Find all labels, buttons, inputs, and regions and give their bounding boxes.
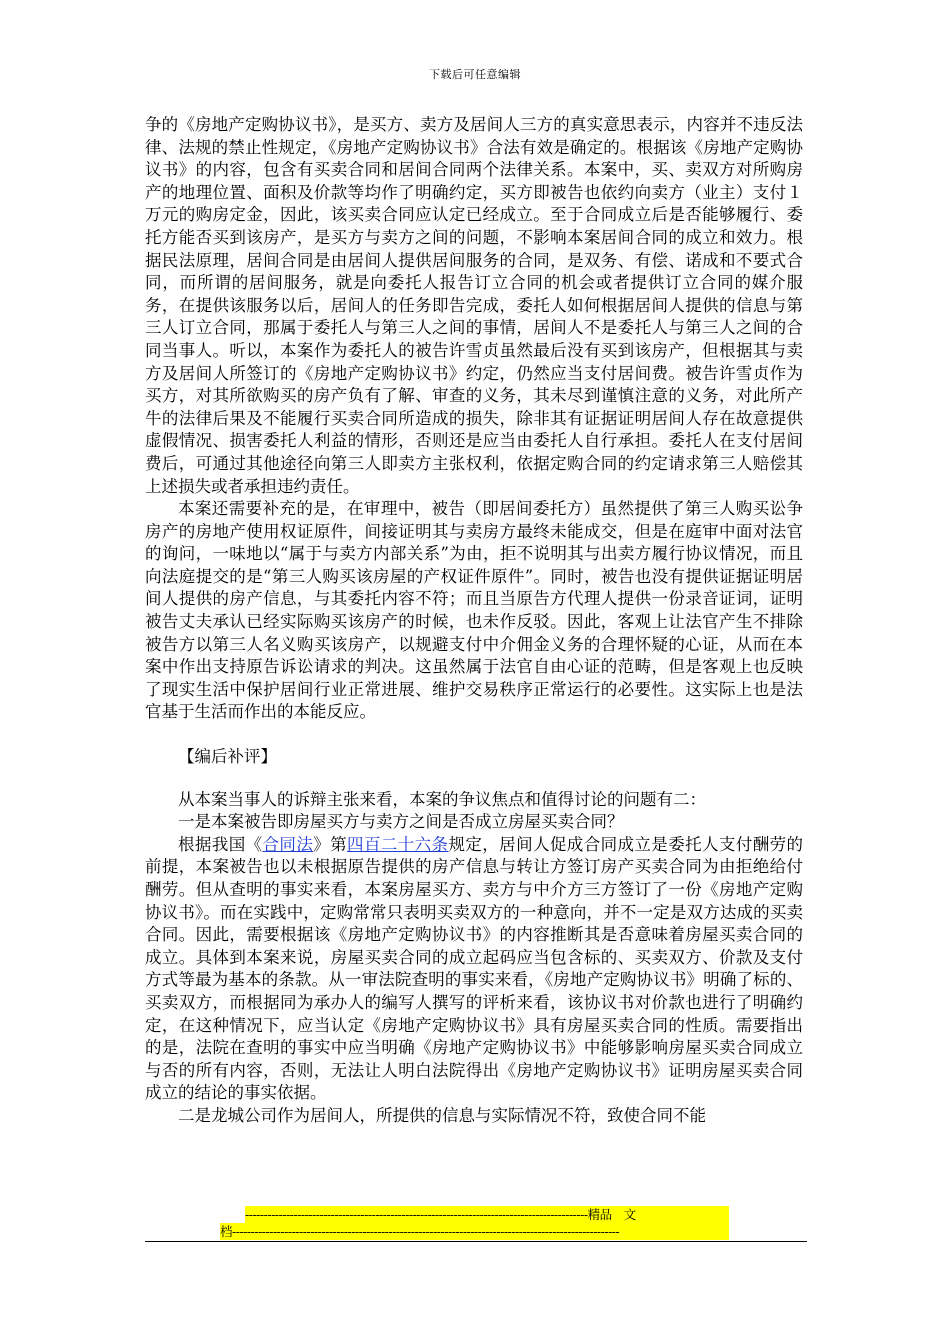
paragraph-6: 二是龙城公司作为居间人，所提供的信息与实际情况不符，致使合同不能 [178,1105,706,1125]
page-header: 下载后可任意编辑 [429,68,521,81]
paragraph-5-text-a: 根据我国《 [178,834,263,854]
paragraph-5-text-b: 》第 [313,834,348,854]
paragraph-4: 一是本案被告即房屋买方与卖方之间是否成立房屋买卖合同？ [178,812,624,832]
paragraph-3: 从本案当事人的诉辩主张来看，本案的争议焦点和值得讨论的问题有二： [178,789,706,809]
paragraph-5-text-c: 规定，居间人促成合同成立是委托人支付酬劳的前提，本案被告也以未根据原告提供的房产信息与转让方签订房产买卖合同为由拒绝给付酬劳。但从查明的事实来看，本案房屋买方、卖方与中介方三方签订了一份《房地产定购协议书》。而在实践中，定购常常只表明买卖双方的一种意向，并不一定是双方达成的买卖合同。因此，需要根据该《房地产定购协议书》的内容推断其是否意味着房屋买卖合同的成立。具体到本案来说，房屋买卖合同的成立起码应当包含标的、买卖双方、价款及支付方式等最为基本的条款。从一审法院查明的事实来看，《房地产定购协议书》明确了标的、买卖双方，而根据同为承办人的编写人撰写的评析来看，该协议书对价款也进行了明确约定，在这种情况下，应当认定《房地产定购协议书》具有房屋买卖合同的性质。需要指出的是，法院在查明的事实中应当明确《房地产定购协议书》中能够影响房屋买卖合同成立与否的所有内容，否则，无法让人明白法院得出《房地产定购协议书》证明房屋买卖合同成立的结论的事实依据。 [145,834,804,1103]
footer-divider [145,1241,807,1242]
contract-law-link[interactable]: 合同法 [262,834,314,854]
section-title: 【编后补评】 [178,747,277,767]
footer-watermark-line-2: 档-------------------------------------------------------------------------------------------------------- [220,1223,729,1240]
paragraph-5 [145,834,803,1105]
paragraph-1: 争的《房地产定购协议书》，是买方、卖方及居间人三方的真实意思表示，内容并不违反法律、法规的禁止性规定，《房地产定购协议书》合法有效是确定的。根据该《房地产定购协议书》的内容，包含有买卖合同和居间合同两个法律关系。本案中，买、卖双方对所购房产的地理位置、面积及价款等均作了明确约定，买方即被告也依约向卖方（业主）支付１万元的购房定金，因此，该买卖合同应认定已经成立。至于合同成立后是否能够履行、委托方能否买到该房产，是买方与卖方之间的问题，不影响本案居间合同的成立和效力。根据民法原理，居间合同是由居间人提供居间服务的合同，是双务、有偿、诺成和不要式合同，而所谓的居间服务，就是向委托人报告订立合同的机会或者提供订立合同的媒介服务，在提供该服务以后，居间人的任务即告完成，委托人如何根据居间人提供的信息与第三人订立合同，那属于委托人与第三人之间的事情，居间人不是委托人与第三人之间的合同当事人。听以，本案作为委托人的被告许雪贞虽然最后没有买到该房产，但根据其与卖方及居间人所签订的《房地产定购协议书》约定，仍然应当支付居间费。被告许雪贞作为买方，对其所欲购买的房产负有了解、审查的义务，其未尽到谨慎注意的义务，对此所产牛的法律后果及不能履行买卖合同所造成的损失，除非其有证据证明居间人存在故意提供虚假情况、损害委托人利益的情形，否则还是应当由委托人自行承担。委托人在支付居间费后，可通过其他途径向第三人即卖方主张权利，依据定购合同的约定请求第三人赔偿其上述损失或者承担违约责任。 [145,115,803,496]
document-body [145,114,803,1128]
footer-watermark-line-1: --------------------------------------------------------------------------------------------精品 文 [245,1206,729,1223]
paragraph-2: 本案还需要补充的是，在审理中，被告（即居间委托方）虽然提供了第三人购买讼争房产的房地产使用权证原件，间接证明其与卖房方最终未能成交，但是在庭审中面对法官的询问，一味地以“属于与卖方内部关系”为由，拒不说明其与出卖方履行协议情况，而且向法庭提交的是“第三人购买该房屋的产权证件原件”。同时，被告也没有提供证据证明居间人提供的房产信息，与其委托内容不符；而且当原告方代理人提供一份录音证词，证明被告丈夫承认已经实际购买该房产的时候，也未作反驳。因此，客观上让法官产生不排除被告方以第三人名义购买该房产，以规避支付中介佣金义务的合理怀疑的心证，从而在本案中作出支持原告诉讼请求的判决。这虽然属于法官自由心证的范畴，但是客观上也反映了现实生活中保护居间行业正常进展、维护交易秩序正常运行的必要性。这实际上也是法官基于生活而作出的本能反应。 [145,499,803,722]
article-426-link[interactable]: 四百二十六条 [347,834,449,854]
